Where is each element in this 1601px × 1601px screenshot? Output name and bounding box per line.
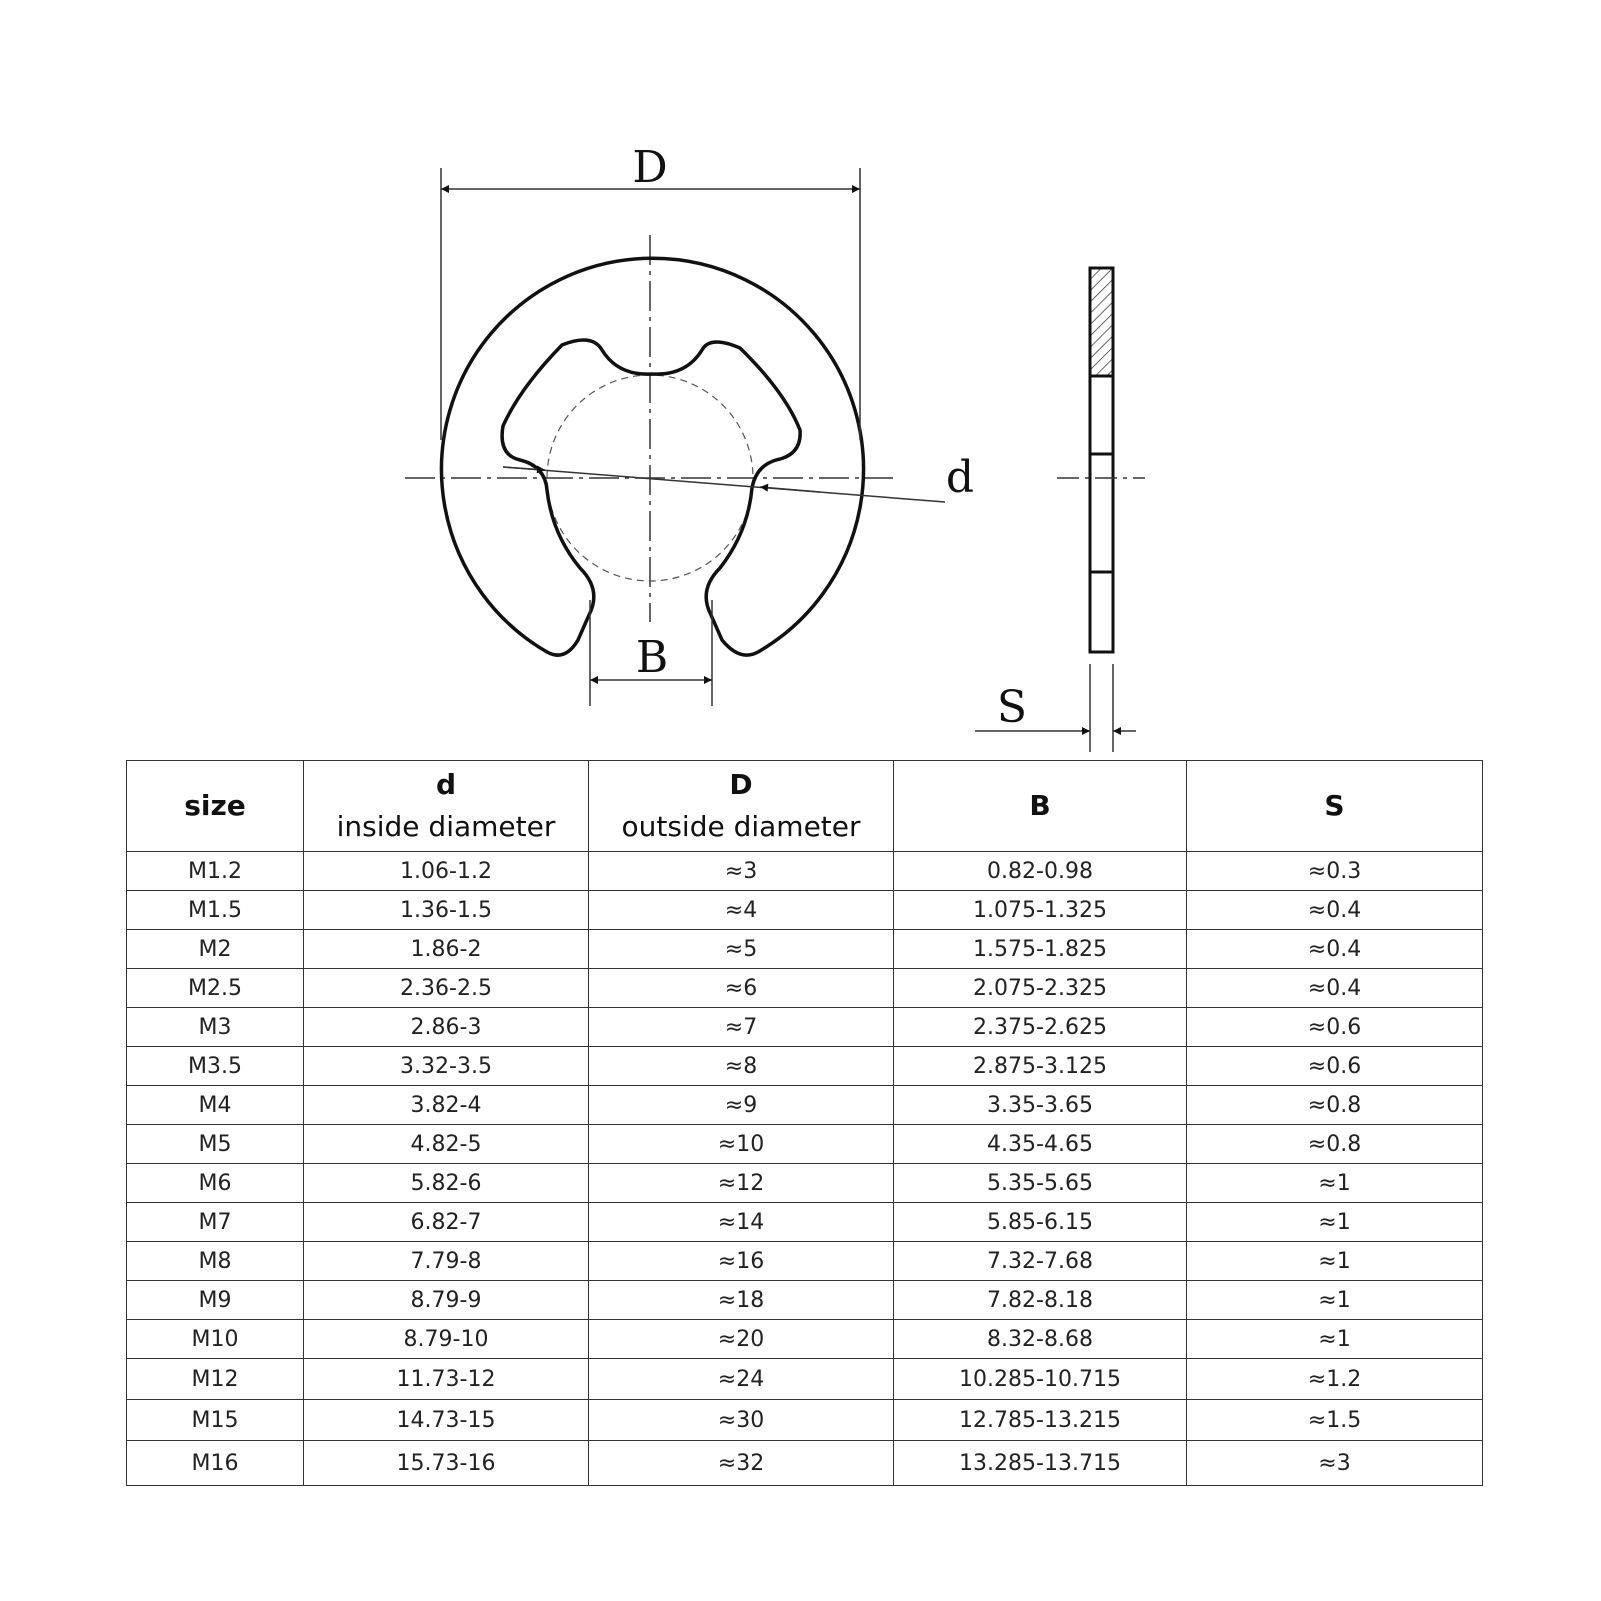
header-d: d inside diameter — [304, 761, 589, 852]
cell-D: ≈7 — [589, 1008, 894, 1047]
table-row — [127, 969, 1483, 1008]
header-D: D outside diameter — [589, 761, 894, 852]
table-row — [127, 891, 1483, 930]
cell-B: 2.375-2.625 — [894, 1008, 1187, 1047]
cell-B: 2.875-3.125 — [894, 1047, 1187, 1086]
cell-d: 8.79-10 — [304, 1320, 589, 1359]
cell-D: ≈24 — [589, 1359, 894, 1400]
cell-B: 4.35-4.65 — [894, 1125, 1187, 1164]
header-size: size — [127, 761, 304, 852]
cell-d: 14.73-15 — [304, 1400, 589, 1441]
cell-size: M2 — [127, 930, 304, 969]
cell-D: ≈4 — [589, 891, 894, 930]
table-row — [127, 1400, 1483, 1441]
cell-size: M1.5 — [127, 891, 304, 930]
e-clip-technical-drawing — [0, 0, 1601, 760]
header-S: S — [1187, 761, 1483, 852]
cell-S: ≈0.8 — [1187, 1086, 1483, 1125]
label-B: B — [635, 632, 669, 683]
table-row — [127, 1125, 1483, 1164]
cell-D: ≈30 — [589, 1400, 894, 1441]
cell-S: ≈1.2 — [1187, 1359, 1483, 1400]
table-row — [127, 930, 1483, 969]
cell-d: 2.86-3 — [304, 1008, 589, 1047]
cell-B: 8.32-8.68 — [894, 1320, 1187, 1359]
cell-d: 3.82-4 — [304, 1086, 589, 1125]
cell-D: ≈10 — [589, 1125, 894, 1164]
table-row — [127, 1086, 1483, 1125]
table-row — [127, 1164, 1483, 1203]
table-row — [127, 1441, 1483, 1486]
cell-B: 1.575-1.825 — [894, 930, 1187, 969]
cell-B: 1.075-1.325 — [894, 891, 1187, 930]
cell-B: 5.85-6.15 — [894, 1203, 1187, 1242]
cell-size: M16 — [127, 1441, 304, 1486]
cell-size: M3.5 — [127, 1047, 304, 1086]
label-d: d — [945, 452, 975, 503]
cell-S: ≈1 — [1187, 1281, 1483, 1320]
cell-d: 8.79-9 — [304, 1281, 589, 1320]
cell-d: 7.79-8 — [304, 1242, 589, 1281]
cell-D: ≈6 — [589, 969, 894, 1008]
cell-S: ≈1 — [1187, 1320, 1483, 1359]
cell-B: 3.35-3.65 — [894, 1086, 1187, 1125]
cell-B: 12.785-13.215 — [894, 1400, 1187, 1441]
cell-size: M9 — [127, 1281, 304, 1320]
cell-B: 2.075-2.325 — [894, 969, 1187, 1008]
cell-d: 1.86-2 — [304, 930, 589, 969]
label-D: D — [632, 142, 668, 193]
cell-S: ≈0.6 — [1187, 1047, 1483, 1086]
cell-B: 10.285-10.715 — [894, 1359, 1187, 1400]
cell-S: ≈1.5 — [1187, 1400, 1483, 1441]
cell-D: ≈32 — [589, 1441, 894, 1486]
cell-B: 5.35-5.65 — [894, 1164, 1187, 1203]
cell-size: M4 — [127, 1086, 304, 1125]
table-row — [127, 1320, 1483, 1359]
cell-B: 7.82-8.18 — [894, 1281, 1187, 1320]
cell-S: ≈1 — [1187, 1203, 1483, 1242]
table-row — [127, 1242, 1483, 1281]
cell-S: ≈0.6 — [1187, 1008, 1483, 1047]
cell-S: ≈0.4 — [1187, 930, 1483, 969]
table-header-row — [127, 761, 1483, 852]
cell-B: 13.285-13.715 — [894, 1441, 1187, 1486]
cell-S: ≈0.3 — [1187, 852, 1483, 891]
dimension-d — [503, 467, 945, 502]
cell-D: ≈9 — [589, 1086, 894, 1125]
cell-d: 2.36-2.5 — [304, 969, 589, 1008]
cell-d: 1.06-1.2 — [304, 852, 589, 891]
center-lines — [405, 235, 893, 622]
cell-S: ≈0.4 — [1187, 969, 1483, 1008]
cell-size: M2.5 — [127, 969, 304, 1008]
cell-size: M10 — [127, 1320, 304, 1359]
cell-B: 0.82-0.98 — [894, 852, 1187, 891]
cell-d: 1.36-1.5 — [304, 891, 589, 930]
label-S: S — [996, 682, 1028, 733]
cell-D: ≈3 — [589, 852, 894, 891]
table-row — [127, 1359, 1483, 1400]
cell-d: 3.32-3.5 — [304, 1047, 589, 1086]
cell-S: ≈0.4 — [1187, 891, 1483, 930]
cell-D: ≈12 — [589, 1164, 894, 1203]
cell-S: ≈0.8 — [1187, 1125, 1483, 1164]
cell-D: ≈20 — [589, 1320, 894, 1359]
cell-size: M7 — [127, 1203, 304, 1242]
cell-d: 11.73-12 — [304, 1359, 589, 1400]
cell-D: ≈16 — [589, 1242, 894, 1281]
cell-size: M15 — [127, 1400, 304, 1441]
cell-D: ≈5 — [589, 930, 894, 969]
table-row — [127, 852, 1483, 891]
table-row — [127, 1047, 1483, 1086]
cell-d: 4.82-5 — [304, 1125, 589, 1164]
e-clip-size-table — [126, 760, 1483, 1486]
cell-D: ≈18 — [589, 1281, 894, 1320]
e-clip-outline — [442, 258, 864, 655]
cell-size: M3 — [127, 1008, 304, 1047]
header-B: B — [894, 761, 1187, 852]
cell-D: ≈8 — [589, 1047, 894, 1086]
side-view — [1057, 268, 1145, 652]
cell-size: M6 — [127, 1164, 304, 1203]
cell-d: 6.82-7 — [304, 1203, 589, 1242]
table-row — [127, 1281, 1483, 1320]
cell-d: 5.82-6 — [304, 1164, 589, 1203]
cell-S: ≈3 — [1187, 1441, 1483, 1486]
cell-S: ≈1 — [1187, 1242, 1483, 1281]
table-row — [127, 1203, 1483, 1242]
cell-size: M8 — [127, 1242, 304, 1281]
cell-D: ≈14 — [589, 1203, 894, 1242]
cell-d: 15.73-16 — [304, 1441, 589, 1486]
table-row — [127, 1008, 1483, 1047]
cell-size: M12 — [127, 1359, 304, 1400]
cell-S: ≈1 — [1187, 1164, 1483, 1203]
cell-size: M5 — [127, 1125, 304, 1164]
cell-B: 7.32-7.68 — [894, 1242, 1187, 1281]
cell-size: M1.2 — [127, 852, 304, 891]
